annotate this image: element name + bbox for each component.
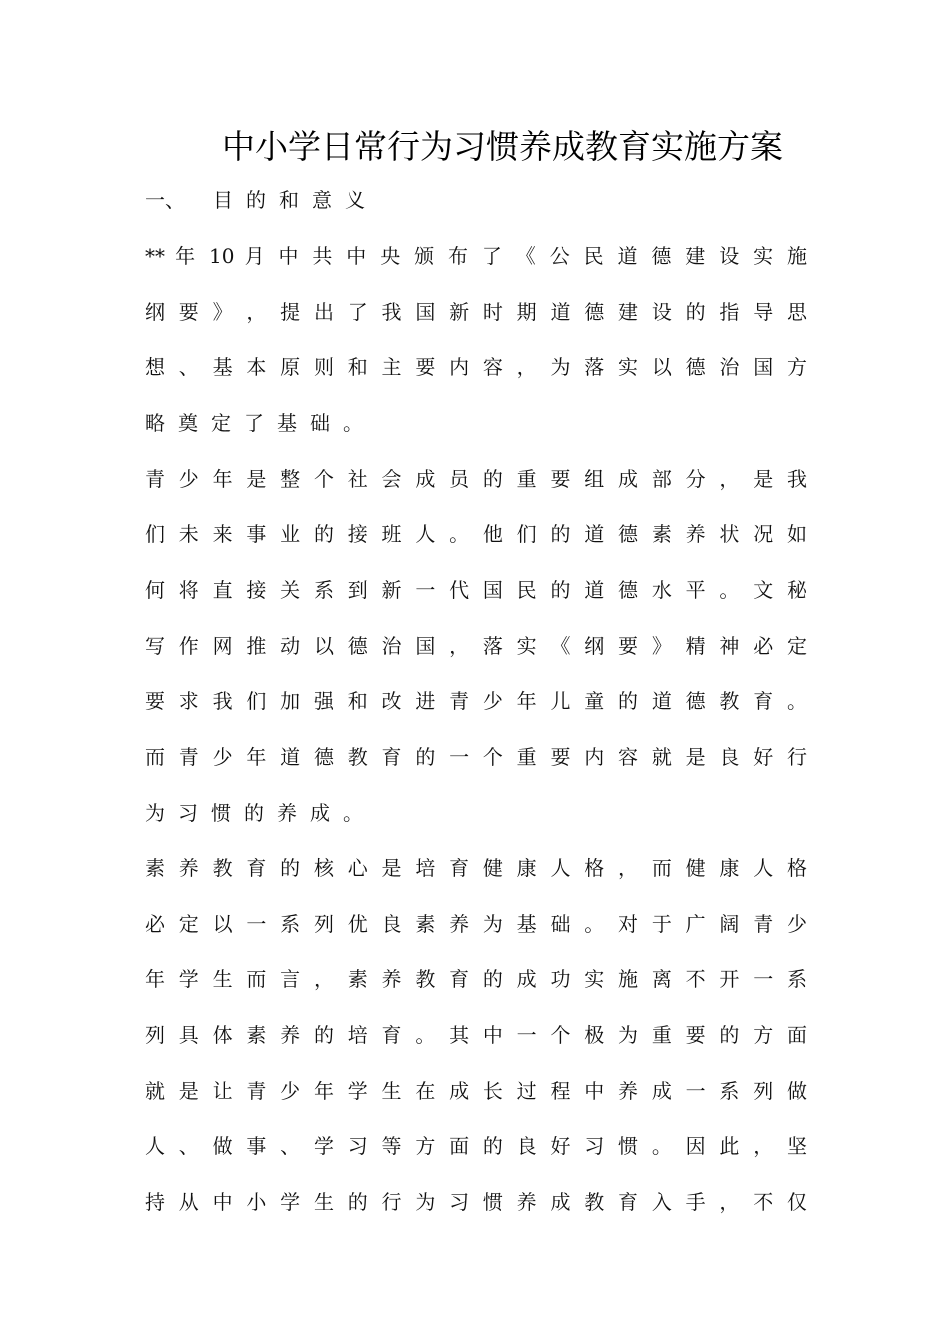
paragraph-line: 人 、 做 事 、 学 习 等 方 面 的 良 好 习 惯 。 因 此 ， 坚 xyxy=(145,1134,807,1158)
paragraph-line: 纲 要 》 ， 提 出 了 我 国 新 时 期 道 德 建 设 的 指 导 思 xyxy=(145,300,807,324)
document-title: 中小学日常行为习惯养成教育实施方案 xyxy=(222,127,783,166)
paragraph-line: ** 年 10 月 中 共 中 央 颁 布 了 《 公 民 道 德 建 设 实 施 xyxy=(145,244,807,268)
paragraph-line: 们 未 来 事 业 的 接 班 人 。 他 们 的 道 德 素 养 状 况 如 xyxy=(145,522,807,546)
paragraph-line: 必 定 以 一 系 列 优 良 素 养 为 基 础 。 对 于 广 阔 青 少 xyxy=(145,912,807,936)
section-number: 一、 xyxy=(145,188,185,212)
paragraph-line: 写 作 网 推 动 以 德 治 国 ， 落 实 《 纲 要 》 精 神 必 定 xyxy=(145,634,807,658)
section-heading xyxy=(145,182,378,218)
paragraph-line: 年 学 生 而 言 ， 素 养 教 育 的 成 功 实 施 离 不 开 一 系 xyxy=(145,967,807,991)
paragraph-line: 而 青 少 年 道 德 教 育 的 一 个 重 要 内 容 就 是 良 好 行 xyxy=(145,745,807,769)
section-heading-text: 目的和意义 xyxy=(213,188,378,212)
paragraph-line: 就 是 让 青 少 年 学 生 在 成 长 过 程 中 养 成 一 系 列 做 xyxy=(145,1079,807,1103)
paragraph-line: 素 养 教 育 的 核 心 是 培 育 健 康 人 格 ， 而 健 康 人 格 xyxy=(145,856,807,880)
paragraph-line: 持 从 中 小 学 生 的 行 为 习 惯 养 成 教 育 入 手 ， 不 仅 xyxy=(145,1190,807,1214)
paragraph-line: 何 将 直 接 关 系 到 新 一 代 国 民 的 道 德 水 平 。 文 秘 xyxy=(145,578,807,602)
paragraph-line: 青 少 年 是 整 个 社 会 成 员 的 重 要 组 成 部 分 ， 是 我 xyxy=(145,467,807,491)
paragraph-line: 想 、 基 本 原 则 和 主 要 内 容 ， 为 落 实 以 德 治 国 方 xyxy=(145,355,807,379)
paragraph-line: 列 具 体 素 养 的 培 育 。 其 中 一 个 极 为 重 要 的 方 面 xyxy=(145,1023,807,1047)
paragraph-line: 略奠定了基础。 xyxy=(145,411,376,435)
paragraph-line: 要 求 我 们 加 强 和 改 进 青 少 年 儿 童 的 道 德 教 育 。 xyxy=(145,689,807,713)
paragraph-line: 为习惯的养成。 xyxy=(145,801,376,825)
